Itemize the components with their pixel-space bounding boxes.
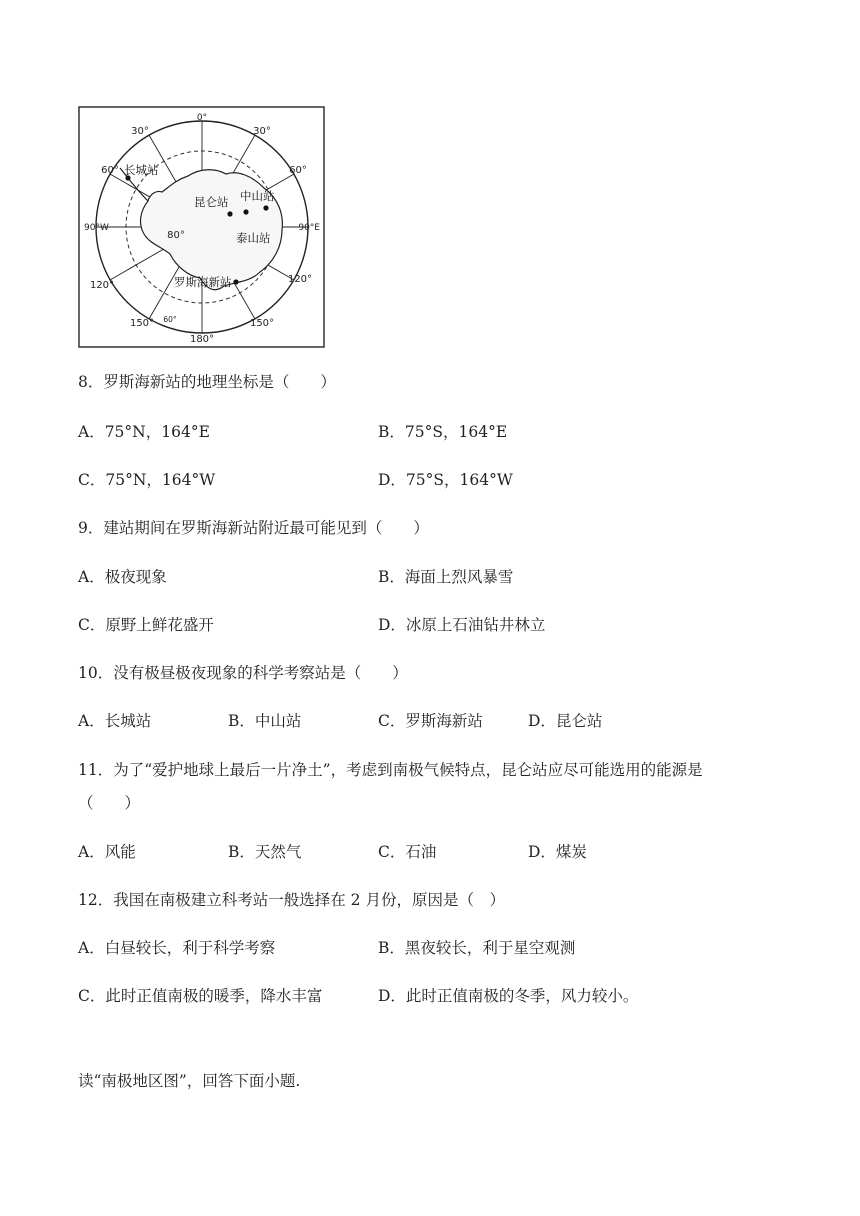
question-12-option-b: B．黑夜较长，利于星空观测 [378, 939, 576, 957]
lon-label-90w: 90°W [84, 223, 109, 233]
lon-label-120w: 120° [89, 280, 115, 291]
question-9-stem: 9．建站期间在罗斯海新站附近最可能见到（ ） [78, 519, 429, 537]
question-11-option-c: C．石油 [378, 843, 437, 861]
question-9-option-a: A．极夜现象 [78, 568, 167, 586]
question-12-option-c: C．此时正值南极的暖季，降水丰富 [78, 987, 323, 1005]
question-8-stem: 8．罗斯海新站的地理坐标是（ ） [78, 373, 336, 391]
antarctica-map [78, 106, 325, 348]
question-8-option-c: C．75°N，164°W [78, 471, 216, 489]
question-12-stem: 12．我国在南极建立科考站一般选择在 2 月份，原因是（ ） [78, 891, 505, 909]
lon-label-150e: 150° [249, 318, 275, 329]
question-9-option-d: D．冰原上石油钻井林立 [378, 616, 546, 634]
lon-label-60e: 60° [289, 165, 307, 176]
station-label-zhongshan: 中山站 [240, 189, 275, 203]
lon-label-0: 0° [196, 113, 208, 123]
lon-label-180: 180° [189, 334, 215, 345]
station-label-taishan: 泰山站 [236, 231, 271, 245]
question-12-option-a: A．白昼较长，利于科学考察 [78, 939, 276, 957]
lon-label-90e: 90°E [298, 223, 320, 233]
question-10-option-a: A．长城站 [78, 712, 152, 730]
lon-label-60w: 60° [101, 165, 119, 176]
lon-label-30e: 30° [253, 126, 271, 137]
question-9-option-c: C．原野上鲜花盛开 [78, 616, 214, 634]
lat-label-60: 60° [163, 315, 177, 324]
question-8-option-a: A．75°N，164°E [78, 423, 210, 441]
question-11-stem: 11．为了“爱护地球上最后一片净土”，考虑到南极气候特点，昆仑站应尽可能选用的能源是 [78, 761, 703, 779]
question-9-option-b: B．海面上烈风暴雪 [378, 568, 514, 586]
question-11-option-a: A．风能 [78, 843, 136, 861]
question-8-option-d: D．75°S，164°W [378, 471, 513, 489]
question-10-option-d: D．昆仑站 [528, 712, 603, 730]
question-10-stem: 10．没有极昼极夜现象的科学考察站是（ ） [78, 664, 408, 682]
question-8-option-b: B．75°S，164°E [378, 423, 508, 441]
section-intro: 读“南极地区图”，回答下面小题. [78, 1072, 301, 1090]
lat-label-80: 80° [167, 230, 185, 241]
question-11-stem-continued: （ ） [78, 794, 141, 812]
station-label-kunlun: 昆仑站 [194, 195, 229, 209]
lon-label-30w: 30° [131, 126, 149, 137]
station-label-changcheng: 长城站 [124, 163, 159, 177]
question-12-option-d: D．此时正值南极的冬季，风力较小。 [378, 987, 639, 1005]
question-10-option-b: B．中山站 [228, 712, 302, 730]
station-label-luosihai: 罗斯海新站 [174, 275, 232, 289]
question-10-option-c: C．罗斯海新站 [378, 712, 483, 730]
question-11-option-d: D．煤炭 [528, 843, 587, 861]
question-11-option-b: B．天然气 [228, 843, 302, 861]
lon-label-150w: 150° [129, 318, 155, 329]
lon-label-120e: 120° [287, 274, 313, 285]
